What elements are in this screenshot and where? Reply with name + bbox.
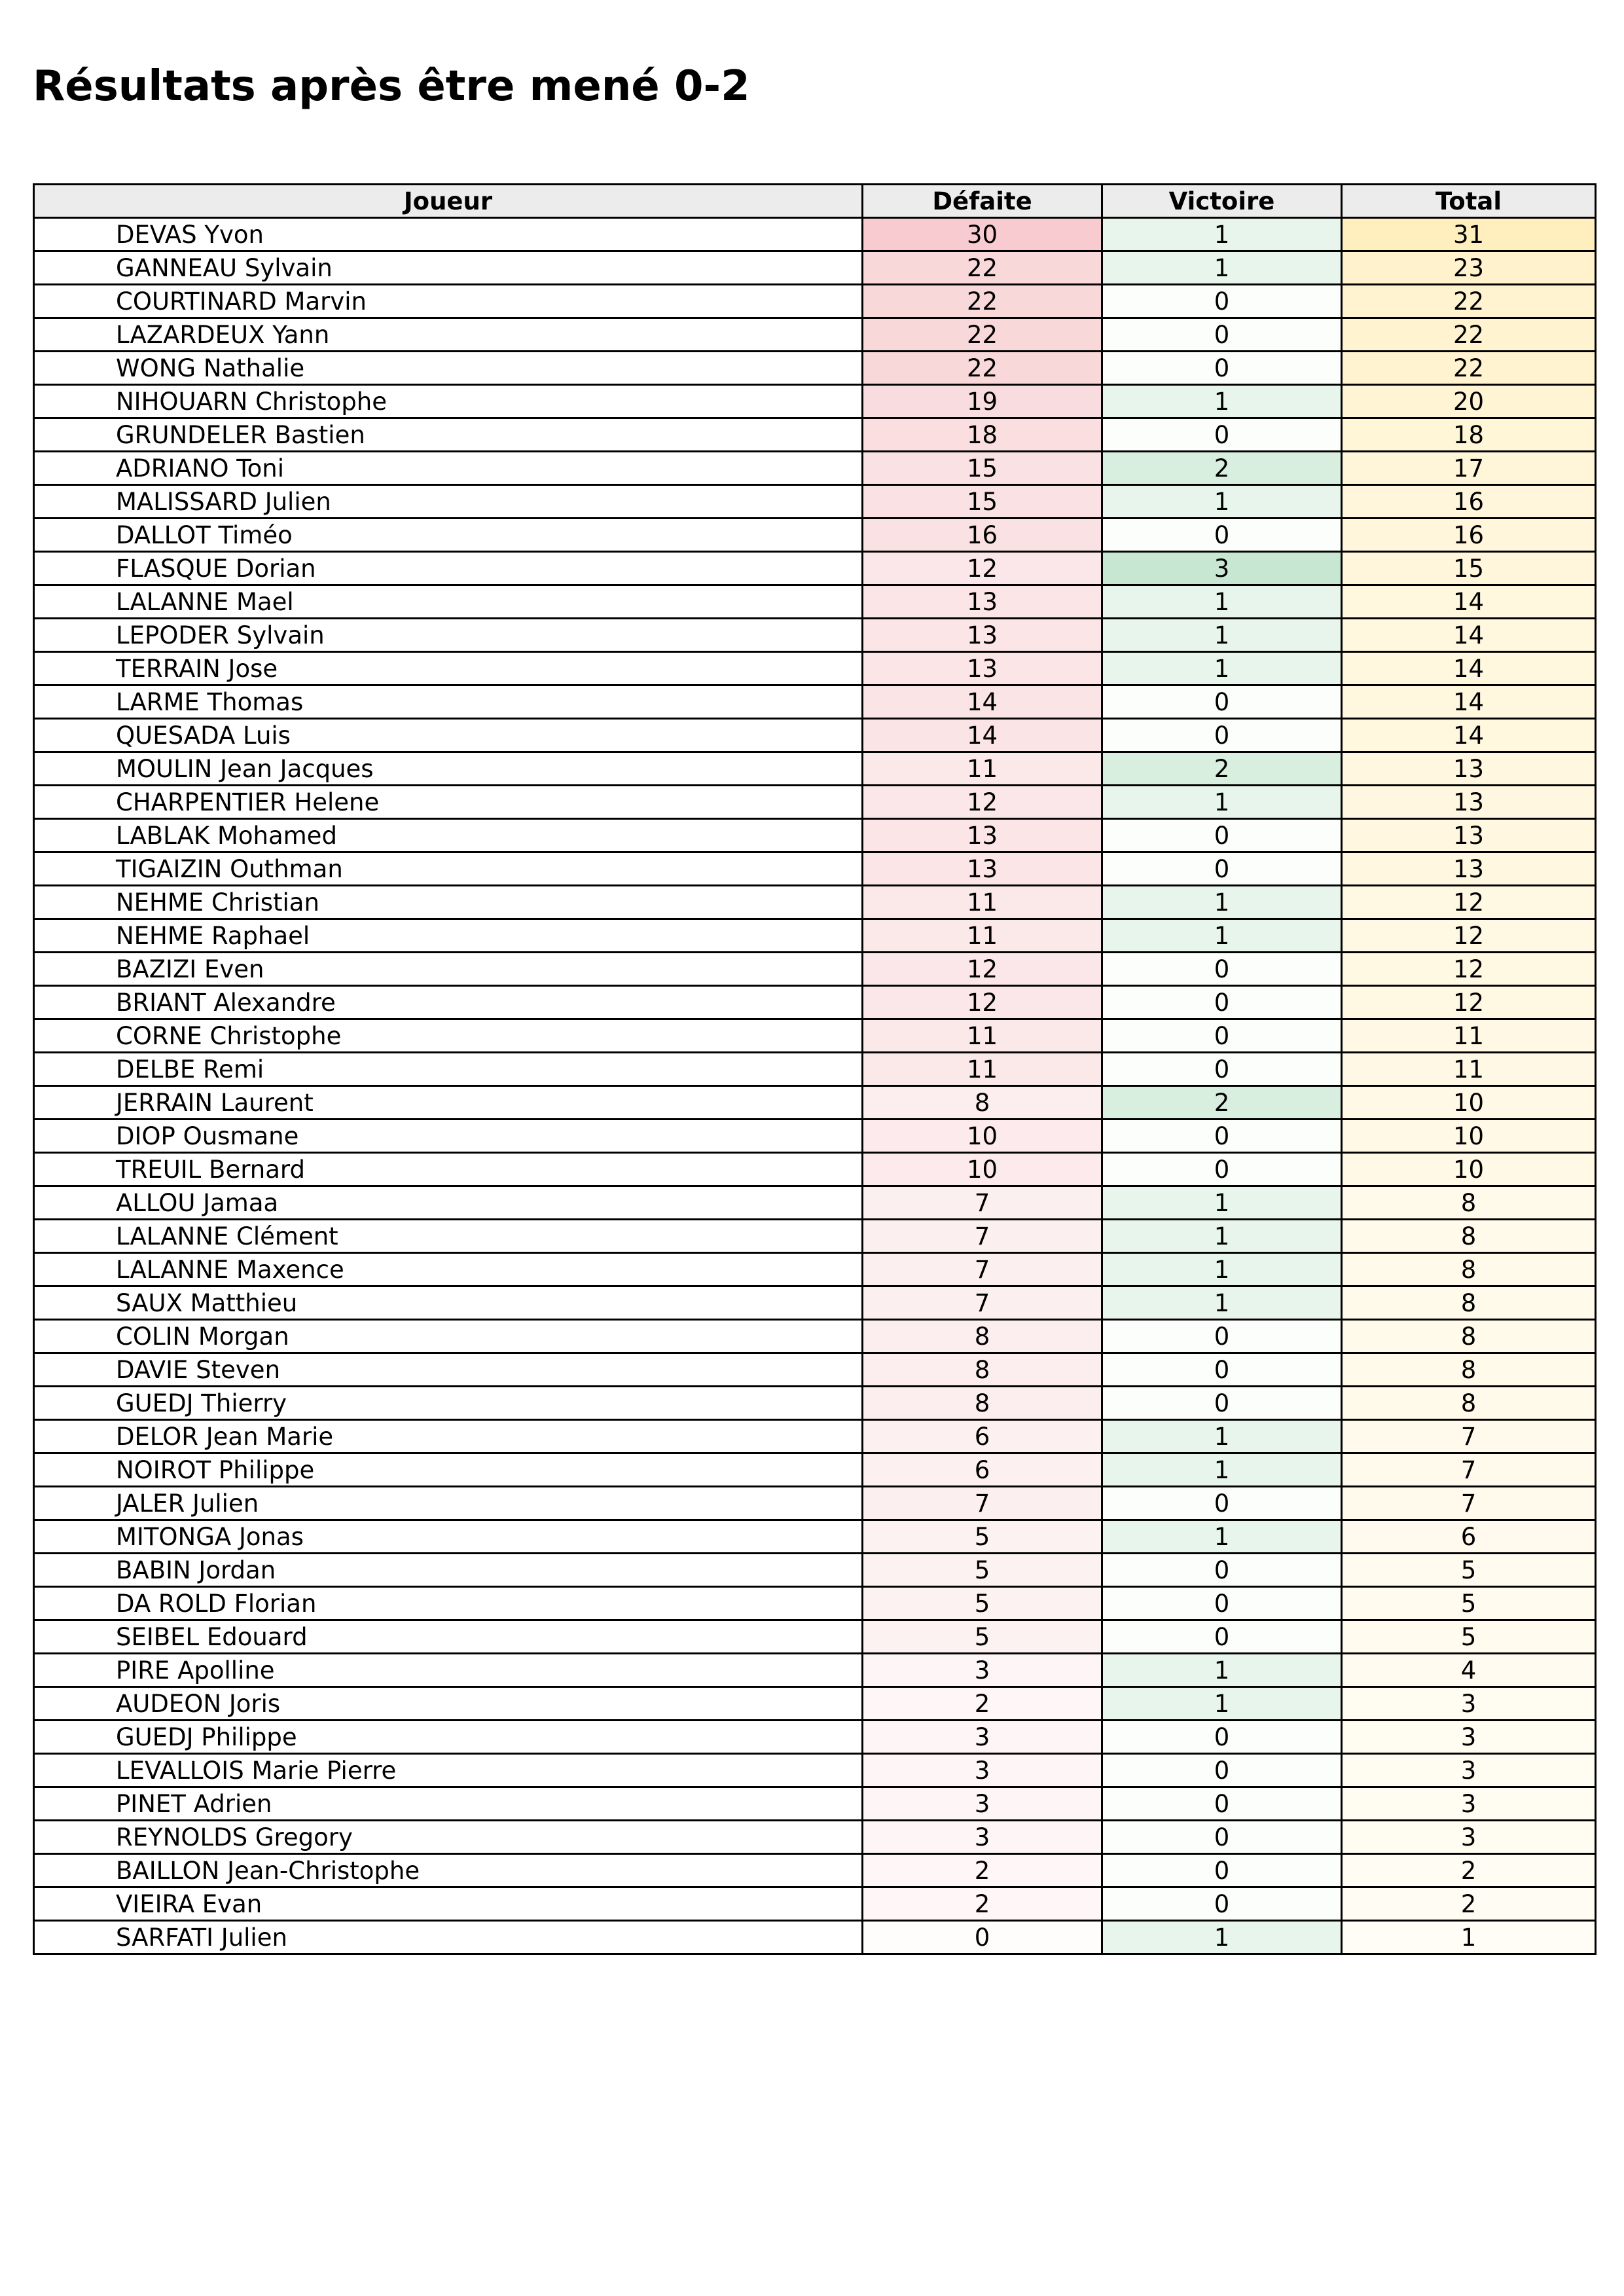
table-row bbox=[34, 1721, 1596, 1754]
player-name-cell: WONG Nathalie bbox=[34, 352, 863, 385]
total-cell: 6 bbox=[1342, 1520, 1596, 1554]
total-cell: 17 bbox=[1342, 452, 1596, 485]
total-cell: 22 bbox=[1342, 352, 1596, 385]
table-row bbox=[34, 1320, 1596, 1353]
total-cell: 2 bbox=[1342, 1854, 1596, 1887]
victoire-cell: 1 bbox=[1102, 585, 1342, 619]
player-name-cell: DIOP Ousmane bbox=[34, 1120, 863, 1153]
player-name-cell: CORNE Christophe bbox=[34, 1019, 863, 1053]
table-row bbox=[34, 1387, 1596, 1420]
victoire-cell: 2 bbox=[1102, 452, 1342, 485]
total-cell: 12 bbox=[1342, 919, 1596, 953]
defaite-cell: 12 bbox=[863, 953, 1102, 986]
defaite-cell: 22 bbox=[863, 352, 1102, 385]
defaite-cell: 13 bbox=[863, 852, 1102, 886]
table-row bbox=[34, 619, 1596, 652]
defaite-cell: 5 bbox=[863, 1620, 1102, 1654]
victoire-cell: 0 bbox=[1102, 685, 1342, 719]
victoire-cell: 0 bbox=[1102, 1854, 1342, 1887]
table-row bbox=[34, 652, 1596, 685]
player-name-cell: JALER Julien bbox=[34, 1487, 863, 1520]
defaite-cell: 7 bbox=[863, 1253, 1102, 1286]
player-name-cell: TREUIL Bernard bbox=[34, 1153, 863, 1186]
defaite-cell: 3 bbox=[863, 1654, 1102, 1687]
defaite-cell: 13 bbox=[863, 652, 1102, 685]
total-cell: 4 bbox=[1342, 1654, 1596, 1687]
victoire-cell: 1 bbox=[1102, 1453, 1342, 1487]
defaite-cell: 12 bbox=[863, 552, 1102, 585]
table-row bbox=[34, 1520, 1596, 1554]
total-cell: 7 bbox=[1342, 1487, 1596, 1520]
total-cell: 20 bbox=[1342, 385, 1596, 418]
victoire-cell: 0 bbox=[1102, 1320, 1342, 1353]
defaite-cell: 2 bbox=[863, 1887, 1102, 1921]
table-row bbox=[34, 752, 1596, 786]
victoire-cell: 1 bbox=[1102, 919, 1342, 953]
total-cell: 16 bbox=[1342, 485, 1596, 519]
victoire-cell: 1 bbox=[1102, 1186, 1342, 1220]
defaite-cell: 8 bbox=[863, 1353, 1102, 1387]
total-cell: 13 bbox=[1342, 819, 1596, 852]
defaite-cell: 12 bbox=[863, 986, 1102, 1019]
total-cell: 11 bbox=[1342, 1053, 1596, 1086]
victoire-cell: 1 bbox=[1102, 1420, 1342, 1453]
table-row bbox=[34, 418, 1596, 452]
column-header-total: Total bbox=[1342, 185, 1596, 218]
defaite-cell: 11 bbox=[863, 1019, 1102, 1053]
table-row bbox=[34, 1019, 1596, 1053]
defaite-cell: 13 bbox=[863, 819, 1102, 852]
victoire-cell: 1 bbox=[1102, 1286, 1342, 1320]
table-row bbox=[34, 1220, 1596, 1253]
table-row bbox=[34, 1153, 1596, 1186]
victoire-cell: 1 bbox=[1102, 485, 1342, 519]
player-name-cell: NIHOUARN Christophe bbox=[34, 385, 863, 418]
total-cell: 13 bbox=[1342, 786, 1596, 819]
defaite-cell: 8 bbox=[863, 1086, 1102, 1120]
victoire-cell: 0 bbox=[1102, 418, 1342, 452]
player-name-cell: SAUX Matthieu bbox=[34, 1286, 863, 1320]
victoire-cell: 2 bbox=[1102, 752, 1342, 786]
player-name-cell: ALLOU Jamaa bbox=[34, 1186, 863, 1220]
table-row bbox=[34, 285, 1596, 318]
victoire-cell: 0 bbox=[1102, 1053, 1342, 1086]
victoire-cell: 0 bbox=[1102, 285, 1342, 318]
table-row bbox=[34, 1487, 1596, 1520]
player-name-cell: NOIROT Philippe bbox=[34, 1453, 863, 1487]
defaite-cell: 14 bbox=[863, 685, 1102, 719]
player-name-cell: VIEIRA Evan bbox=[34, 1887, 863, 1921]
defaite-cell: 16 bbox=[863, 519, 1102, 552]
victoire-cell: 1 bbox=[1102, 251, 1342, 285]
defaite-cell: 7 bbox=[863, 1286, 1102, 1320]
total-cell: 23 bbox=[1342, 251, 1596, 285]
defaite-cell: 30 bbox=[863, 218, 1102, 251]
total-cell: 3 bbox=[1342, 1687, 1596, 1721]
victoire-cell: 0 bbox=[1102, 1153, 1342, 1186]
defaite-cell: 22 bbox=[863, 318, 1102, 352]
table-row bbox=[34, 452, 1596, 485]
total-cell: 8 bbox=[1342, 1353, 1596, 1387]
total-cell: 1 bbox=[1342, 1921, 1596, 1954]
player-name-cell: MALISSARD Julien bbox=[34, 485, 863, 519]
total-cell: 18 bbox=[1342, 418, 1596, 452]
total-cell: 5 bbox=[1342, 1554, 1596, 1587]
table-row bbox=[34, 318, 1596, 352]
defaite-cell: 18 bbox=[863, 418, 1102, 452]
defaite-cell: 6 bbox=[863, 1420, 1102, 1453]
player-name-cell: CHARPENTIER Helene bbox=[34, 786, 863, 819]
total-cell: 10 bbox=[1342, 1086, 1596, 1120]
player-name-cell: GUEDJ Philippe bbox=[34, 1721, 863, 1754]
total-cell: 8 bbox=[1342, 1220, 1596, 1253]
total-cell: 15 bbox=[1342, 552, 1596, 585]
total-cell: 5 bbox=[1342, 1620, 1596, 1654]
defaite-cell: 15 bbox=[863, 485, 1102, 519]
player-name-cell: DELBE Remi bbox=[34, 1053, 863, 1086]
victoire-cell: 1 bbox=[1102, 218, 1342, 251]
defaite-cell: 12 bbox=[863, 786, 1102, 819]
table-row bbox=[34, 1186, 1596, 1220]
table-row bbox=[34, 1787, 1596, 1821]
total-cell: 16 bbox=[1342, 519, 1596, 552]
results-table bbox=[33, 183, 1597, 1955]
victoire-cell: 0 bbox=[1102, 1620, 1342, 1654]
total-cell: 31 bbox=[1342, 218, 1596, 251]
player-name-cell: TIGAIZIN Outhman bbox=[34, 852, 863, 886]
table-row bbox=[34, 1754, 1596, 1787]
victoire-cell: 1 bbox=[1102, 385, 1342, 418]
total-cell: 12 bbox=[1342, 986, 1596, 1019]
player-name-cell: COURTINARD Marvin bbox=[34, 285, 863, 318]
victoire-cell: 1 bbox=[1102, 619, 1342, 652]
total-cell: 3 bbox=[1342, 1754, 1596, 1787]
defaite-cell: 7 bbox=[863, 1186, 1102, 1220]
defaite-cell: 2 bbox=[863, 1854, 1102, 1887]
table-row bbox=[34, 352, 1596, 385]
total-cell: 7 bbox=[1342, 1420, 1596, 1453]
table-row bbox=[34, 852, 1596, 886]
page-title: Résultats après être mené 0-2 bbox=[33, 62, 750, 111]
total-cell: 11 bbox=[1342, 1019, 1596, 1053]
player-name-cell: NEHME Christian bbox=[34, 886, 863, 919]
defaite-cell: 5 bbox=[863, 1520, 1102, 1554]
victoire-cell: 0 bbox=[1102, 519, 1342, 552]
column-header-defaite: Défaite bbox=[863, 185, 1102, 218]
defaite-cell: 11 bbox=[863, 752, 1102, 786]
table-row bbox=[34, 1620, 1596, 1654]
table-row bbox=[34, 719, 1596, 752]
player-name-cell: LALANNE Mael bbox=[34, 585, 863, 619]
victoire-cell: 0 bbox=[1102, 1787, 1342, 1821]
defaite-cell: 7 bbox=[863, 1487, 1102, 1520]
player-name-cell: LEVALLOIS Marie Pierre bbox=[34, 1754, 863, 1787]
victoire-cell: 1 bbox=[1102, 1921, 1342, 1954]
total-cell: 8 bbox=[1342, 1320, 1596, 1353]
player-name-cell: MITONGA Jonas bbox=[34, 1520, 863, 1554]
table-row bbox=[34, 385, 1596, 418]
defaite-cell: 13 bbox=[863, 585, 1102, 619]
victoire-cell: 0 bbox=[1102, 819, 1342, 852]
defaite-cell: 3 bbox=[863, 1721, 1102, 1754]
total-cell: 13 bbox=[1342, 852, 1596, 886]
defaite-cell: 8 bbox=[863, 1387, 1102, 1420]
header-row bbox=[34, 185, 1596, 218]
defaite-cell: 22 bbox=[863, 251, 1102, 285]
table-row bbox=[34, 1053, 1596, 1086]
player-name-cell: COLIN Morgan bbox=[34, 1320, 863, 1353]
victoire-cell: 0 bbox=[1102, 1721, 1342, 1754]
total-cell: 8 bbox=[1342, 1286, 1596, 1320]
victoire-cell: 0 bbox=[1102, 1754, 1342, 1787]
defaite-cell: 11 bbox=[863, 919, 1102, 953]
total-cell: 12 bbox=[1342, 886, 1596, 919]
player-name-cell: GANNEAU Sylvain bbox=[34, 251, 863, 285]
player-name-cell: MOULIN Jean Jacques bbox=[34, 752, 863, 786]
total-cell: 3 bbox=[1342, 1787, 1596, 1821]
table-row bbox=[34, 251, 1596, 285]
table-row bbox=[34, 1353, 1596, 1387]
table-row bbox=[34, 1420, 1596, 1453]
victoire-cell: 0 bbox=[1102, 1887, 1342, 1921]
table-row bbox=[34, 1821, 1596, 1854]
total-cell: 10 bbox=[1342, 1153, 1596, 1186]
player-name-cell: LALANNE Maxence bbox=[34, 1253, 863, 1286]
total-cell: 2 bbox=[1342, 1887, 1596, 1921]
victoire-cell: 0 bbox=[1102, 318, 1342, 352]
table-row bbox=[34, 218, 1596, 251]
victoire-cell: 1 bbox=[1102, 1654, 1342, 1687]
total-cell: 22 bbox=[1342, 285, 1596, 318]
total-cell: 22 bbox=[1342, 318, 1596, 352]
defaite-cell: 22 bbox=[863, 285, 1102, 318]
defaite-cell: 3 bbox=[863, 1754, 1102, 1787]
player-name-cell: DAVIE Steven bbox=[34, 1353, 863, 1387]
victoire-cell: 0 bbox=[1102, 986, 1342, 1019]
victoire-cell: 0 bbox=[1102, 852, 1342, 886]
table-row bbox=[34, 1453, 1596, 1487]
total-cell: 3 bbox=[1342, 1821, 1596, 1854]
defaite-cell: 7 bbox=[863, 1220, 1102, 1253]
victoire-cell: 0 bbox=[1102, 1487, 1342, 1520]
player-name-cell: JERRAIN Laurent bbox=[34, 1086, 863, 1120]
table-row bbox=[34, 1854, 1596, 1887]
total-cell: 13 bbox=[1342, 752, 1596, 786]
player-name-cell: DALLOT Timéo bbox=[34, 519, 863, 552]
table-row bbox=[34, 886, 1596, 919]
total-cell: 8 bbox=[1342, 1253, 1596, 1286]
table-row bbox=[34, 552, 1596, 585]
total-cell: 14 bbox=[1342, 652, 1596, 685]
defaite-cell: 13 bbox=[863, 619, 1102, 652]
victoire-cell: 1 bbox=[1102, 786, 1342, 819]
player-name-cell: LAZARDEUX Yann bbox=[34, 318, 863, 352]
total-cell: 14 bbox=[1342, 585, 1596, 619]
table-row bbox=[34, 685, 1596, 719]
total-cell: 10 bbox=[1342, 1120, 1596, 1153]
table-row bbox=[34, 1687, 1596, 1721]
victoire-cell: 0 bbox=[1102, 1353, 1342, 1387]
player-name-cell: NEHME Raphael bbox=[34, 919, 863, 953]
player-name-cell: PINET Adrien bbox=[34, 1787, 863, 1821]
table-row bbox=[34, 1921, 1596, 1954]
player-name-cell: BAILLON Jean-Christophe bbox=[34, 1854, 863, 1887]
table-row bbox=[34, 1654, 1596, 1687]
table-row bbox=[34, 919, 1596, 953]
table-row bbox=[34, 485, 1596, 519]
table-row bbox=[34, 1554, 1596, 1587]
player-name-cell: DELOR Jean Marie bbox=[34, 1420, 863, 1453]
defaite-cell: 10 bbox=[863, 1153, 1102, 1186]
victoire-cell: 0 bbox=[1102, 1120, 1342, 1153]
player-name-cell: GUEDJ Thierry bbox=[34, 1387, 863, 1420]
player-name-cell: BAZIZI Even bbox=[34, 953, 863, 986]
table-row bbox=[34, 819, 1596, 852]
total-cell: 12 bbox=[1342, 953, 1596, 986]
total-cell: 3 bbox=[1342, 1721, 1596, 1754]
victoire-cell: 1 bbox=[1102, 1253, 1342, 1286]
total-cell: 8 bbox=[1342, 1387, 1596, 1420]
player-name-cell: QUESADA Luis bbox=[34, 719, 863, 752]
total-cell: 7 bbox=[1342, 1453, 1596, 1487]
player-name-cell: AUDEON Joris bbox=[34, 1687, 863, 1721]
table-row bbox=[34, 786, 1596, 819]
table-row bbox=[34, 519, 1596, 552]
player-name-cell: FLASQUE Dorian bbox=[34, 552, 863, 585]
defaite-cell: 15 bbox=[863, 452, 1102, 485]
player-name-cell: BRIANT Alexandre bbox=[34, 986, 863, 1019]
player-name-cell: LARME Thomas bbox=[34, 685, 863, 719]
table-row bbox=[34, 1887, 1596, 1921]
defaite-cell: 10 bbox=[863, 1120, 1102, 1153]
player-name-cell: TERRAIN Jose bbox=[34, 652, 863, 685]
victoire-cell: 1 bbox=[1102, 652, 1342, 685]
table-row bbox=[34, 1587, 1596, 1620]
table-row bbox=[34, 1253, 1596, 1286]
table-row bbox=[34, 1286, 1596, 1320]
victoire-cell: 0 bbox=[1102, 1587, 1342, 1620]
defaite-cell: 19 bbox=[863, 385, 1102, 418]
victoire-cell: 0 bbox=[1102, 1554, 1342, 1587]
victoire-cell: 0 bbox=[1102, 352, 1342, 385]
table-row bbox=[34, 1086, 1596, 1120]
player-name-cell: DEVAS Yvon bbox=[34, 218, 863, 251]
player-name-cell: ADRIANO Toni bbox=[34, 452, 863, 485]
victoire-cell: 0 bbox=[1102, 1387, 1342, 1420]
victoire-cell: 0 bbox=[1102, 1019, 1342, 1053]
defaite-cell: 0 bbox=[863, 1921, 1102, 1954]
player-name-cell: BABIN Jordan bbox=[34, 1554, 863, 1587]
victoire-cell: 0 bbox=[1102, 719, 1342, 752]
victoire-cell: 1 bbox=[1102, 1687, 1342, 1721]
results-body bbox=[34, 218, 1596, 1954]
defaite-cell: 5 bbox=[863, 1554, 1102, 1587]
player-name-cell: SARFATI Julien bbox=[34, 1921, 863, 1954]
defaite-cell: 5 bbox=[863, 1587, 1102, 1620]
table-row bbox=[34, 986, 1596, 1019]
column-header-victoire: Victoire bbox=[1102, 185, 1342, 218]
total-cell: 14 bbox=[1342, 719, 1596, 752]
defaite-cell: 8 bbox=[863, 1320, 1102, 1353]
defaite-cell: 2 bbox=[863, 1687, 1102, 1721]
defaite-cell: 6 bbox=[863, 1453, 1102, 1487]
player-name-cell: LALANNE Clément bbox=[34, 1220, 863, 1253]
table-row bbox=[34, 1120, 1596, 1153]
total-cell: 14 bbox=[1342, 619, 1596, 652]
total-cell: 14 bbox=[1342, 685, 1596, 719]
player-name-cell: LABLAK Mohamed bbox=[34, 819, 863, 852]
victoire-cell: 1 bbox=[1102, 1220, 1342, 1253]
player-name-cell: LEPODER Sylvain bbox=[34, 619, 863, 652]
total-cell: 5 bbox=[1342, 1587, 1596, 1620]
victoire-cell: 1 bbox=[1102, 1520, 1342, 1554]
defaite-cell: 14 bbox=[863, 719, 1102, 752]
victoire-cell: 2 bbox=[1102, 1086, 1342, 1120]
defaite-cell: 11 bbox=[863, 1053, 1102, 1086]
table-row bbox=[34, 585, 1596, 619]
victoire-cell: 0 bbox=[1102, 1821, 1342, 1854]
player-name-cell: PIRE Apolline bbox=[34, 1654, 863, 1687]
total-cell: 8 bbox=[1342, 1186, 1596, 1220]
defaite-cell: 3 bbox=[863, 1787, 1102, 1821]
victoire-cell: 3 bbox=[1102, 552, 1342, 585]
defaite-cell: 3 bbox=[863, 1821, 1102, 1854]
player-name-cell: REYNOLDS Gregory bbox=[34, 1821, 863, 1854]
defaite-cell: 11 bbox=[863, 886, 1102, 919]
table-row bbox=[34, 953, 1596, 986]
player-name-cell: DA ROLD Florian bbox=[34, 1587, 863, 1620]
victoire-cell: 0 bbox=[1102, 953, 1342, 986]
player-name-cell: GRUNDELER Bastien bbox=[34, 418, 863, 452]
player-name-cell: SEIBEL Edouard bbox=[34, 1620, 863, 1654]
column-header-joueur: Joueur bbox=[34, 185, 863, 218]
victoire-cell: 1 bbox=[1102, 886, 1342, 919]
